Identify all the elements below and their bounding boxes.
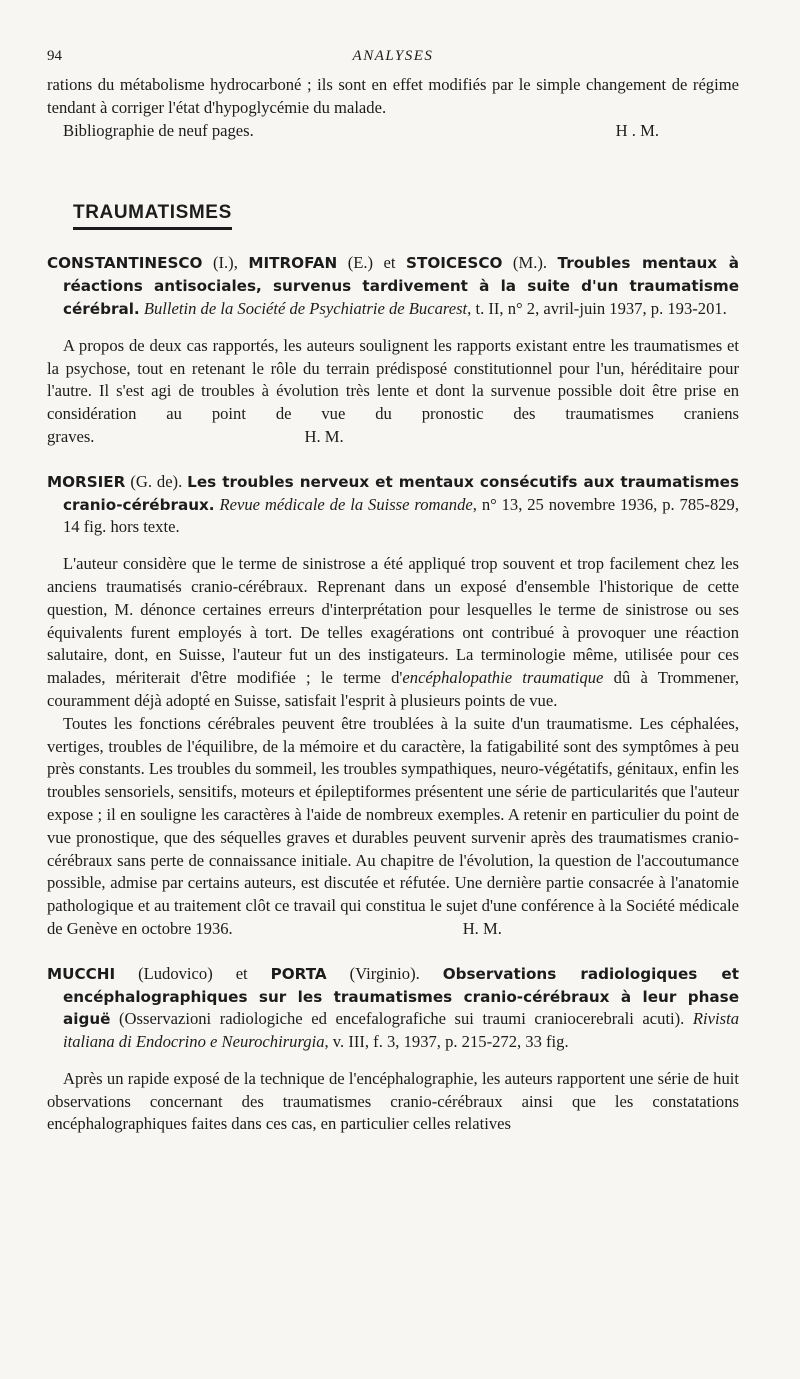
entry2-ref: , n° 13, 25 novembre 1936, p. 785-829, 14 fig. hors texte. bbox=[63, 494, 739, 537]
entry2-author: MORSIER bbox=[47, 472, 126, 491]
entry3-citation bbox=[47, 963, 739, 1054]
entry3-author-2: PORTA bbox=[270, 964, 327, 983]
entry2-para2-text: Toutes les fonctions cérébrales peuvent être troublées à la suite d'un traumatisme. Les céphalées, vertiges, troubles de l'équilibre, de la mémoire et du caractère, la fatigabilité sont des symptômes à peu près constants. Les troubles du sommeil, les troubles sympathiques, neuro-végétatifs, génitaux, enfin les troubles sensoriels, sensitifs, moteurs et épileptiformes présentent une série de particularités que l'auteur expose ; il en souligne les caractères à l'aide de nombreux exemples. A retenir en particulier du point de vue pronostique, que des séquelles graves et durables peuvent survenir après des traumatismes cranio-cérébraux sans perte de connaissance initiale. Au chapitre de l'évolution, la question de l'accoutumance possible, admise par certains auteurs, est discutée et réfutée. Une dernière partie consacrée à l'anatomie pathologique et au traitement clôt ce travail qui constitua le sujet d'une conférence à la Société médicale de Genève en octobre 1936. bbox=[47, 713, 739, 938]
entry3-author-2-name: (Virginio). bbox=[326, 963, 443, 983]
entry2-para2 bbox=[47, 713, 739, 941]
entry1-author-3: STOICESCO bbox=[406, 254, 503, 273]
entry3-title: Observations radiologiques et encéphalographiques sur les traumatismes cranio-cérébraux à leur phase aiguë bbox=[63, 964, 739, 1029]
entry-mucchi bbox=[47, 963, 739, 1137]
entry-morsier bbox=[47, 471, 739, 941]
entry2-para1-b: dû à Trommener, couramment déjà adopté en Suisse, satisfait l'esprit à plusieurs points de vue. bbox=[47, 668, 740, 710]
entry3-translation: (Osservazioni radiologiche ed encefalografiche sui traumi craniocerebrali acuti). bbox=[110, 1009, 693, 1029]
entry1-ref: , t. II, n° 2, avril-juin 1937, p. 193-201. bbox=[467, 298, 727, 318]
entry2-journal: Revue médicale de la Suisse romande bbox=[219, 494, 473, 514]
entry3-ref: , v. III, f. 3, 1937, p. 215-272, 33 fig. bbox=[324, 1032, 569, 1052]
entry3-abstract: Après un rapide exposé de la technique de l'encéphalographie, les auteurs rapportent une série de huit observations concernant des traumatismes cranio-cérébraux ainsi que les constatations encéphalographiques faites dans ces cas, en particulier celles relatives bbox=[47, 1068, 739, 1134]
entry2-para1-italic: encéphalopathie traumatique bbox=[402, 668, 604, 688]
entry2-para1 bbox=[47, 553, 739, 713]
entry-constantinesco bbox=[47, 252, 739, 448]
entry1-abstract-text: A propos de deux cas rapportés, les auteurs soulignent les rapports existant entre les traumatismes et la psychose, tout en retenant le rôle du terrain prédisposé constitutionnel pour l'un, héréditaire pour l'autre. Il s'est agi de troubles à évolution très lente et dont la survenue possible doit être prise en considération au point de vue du pronostic des traumatismes craniens graves. bbox=[47, 335, 739, 446]
entry1-citation bbox=[47, 252, 739, 320]
entry1-author-2: MITROFAN bbox=[248, 254, 338, 273]
section-title: TRAUMATISMES bbox=[73, 202, 232, 230]
entry3-journal: Rivista italiana di Endocrino e Neurochirurgia bbox=[63, 1009, 739, 1052]
running-title: ANALYSES bbox=[352, 48, 434, 64]
entry1-author-2-initial: (E.) et bbox=[337, 253, 407, 273]
page bbox=[47, 48, 739, 1136]
entry2-initials: H. M. bbox=[462, 918, 502, 938]
entry1-author-1-initial: (I.), bbox=[202, 253, 249, 273]
intro-text: rations du métabolisme hydrocarboné ; ils sont en effet modifiés par le simple changement de régime tendant à corriger l'état d'hypoglycémie du malade. bbox=[47, 75, 739, 117]
entry2-author-initial: (G. de). bbox=[125, 471, 188, 491]
biblio-text: Bibliographie de neuf pages. bbox=[63, 120, 254, 140]
intro-initials: H . M. bbox=[615, 120, 659, 140]
entry2-title: Les troubles nerveux et mentaux consécutifs aux traumatismes cranio-cérébraux. bbox=[63, 472, 739, 514]
page-number: 94 bbox=[47, 48, 62, 64]
entry2-para1-a: L'auteur considère que le terme de sinistrose a été appliqué trop souvent et trop facilement chez les anciens traumatisés cranio-cérébraux. Reprenant dans un exposé d'ensemble l'historique de cette question, M. dénonce certaines erreurs d'interprétation pour lesquelles le terme de sinistrose ou ses équivalents furent employés à tort. De telles exagérations ont contribué à provoquer une réaction salutaire, dont, en Suisse, l'auteur fut un des instigateurs. La terminologie même, utilisée pour ces malades, mériterait d'être modifiée ; le terme d' bbox=[47, 554, 739, 688]
entry1-journal: Bulletin de la Société de Psychiatrie de Bucarest bbox=[143, 298, 468, 318]
entry1-author-1: CONSTANTINESCO bbox=[47, 254, 203, 273]
intro-biblio bbox=[47, 120, 739, 143]
entry1-initials: H. M. bbox=[304, 426, 344, 446]
page-header bbox=[47, 48, 739, 74]
entry3-author-1: MUCCHI bbox=[47, 964, 116, 983]
entry2-citation bbox=[47, 471, 739, 539]
entry1-abstract bbox=[47, 335, 739, 449]
entry1-title: Troubles mentaux à réactions antisociales, survenus tardivement à la suite d'un traumatisme cérébral. bbox=[63, 254, 739, 318]
entry1-author-3-initial: (M.). bbox=[502, 253, 558, 273]
entry3-author-1-name: (Ludovico) et bbox=[115, 963, 271, 983]
